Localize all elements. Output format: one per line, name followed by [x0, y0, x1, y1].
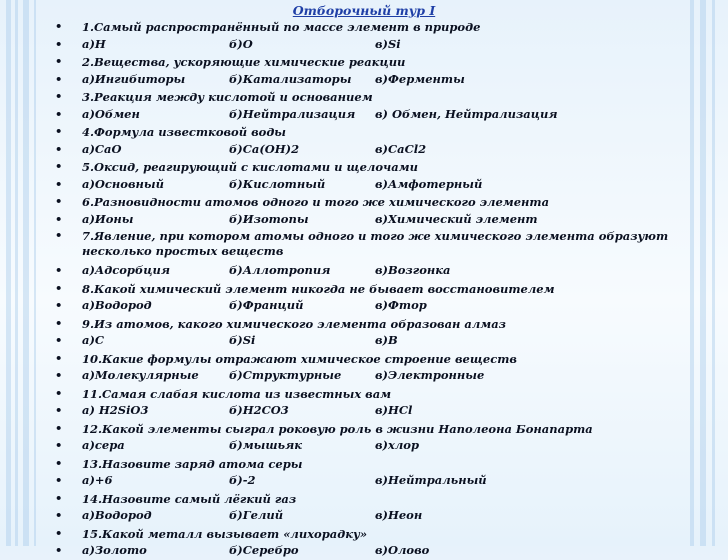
answer-option: б)мышьяк: [229, 438, 303, 452]
bullet-icon: •: [55, 89, 63, 103]
question-text: 14.Назовите самый лёгкий газ: [82, 491, 297, 506]
question-row: [0, 350, 728, 368]
question-text: 13.Назовите заряд атома серы: [82, 456, 303, 471]
bullet-icon: •: [55, 420, 63, 435]
question-row: [0, 123, 728, 141]
question-row: [0, 193, 728, 211]
answer-row: [0, 176, 728, 194]
question-text: 3.Реакция между кислотой и основанием: [82, 90, 373, 104]
bullet-icon: •: [55, 403, 63, 417]
question-text: 10.Какие формулы отражают химическое строение веществ: [82, 351, 517, 366]
question-row: [0, 525, 728, 543]
answer-option: в)HCl: [375, 403, 413, 417]
question-row: [0, 228, 728, 262]
question-row: [0, 158, 728, 176]
answer-option: а)Обмен: [82, 106, 140, 121]
answer-option: а)+6: [82, 473, 113, 487]
answer-option: а)Молекулярные: [82, 368, 199, 382]
bullet-icon: •: [55, 228, 63, 242]
answer-option: в)B: [375, 333, 398, 347]
answer-option: б)Гелий: [229, 508, 284, 522]
question-text: 15.Какой металл вызывает «лихорадку»: [82, 526, 368, 541]
question-row: [0, 18, 728, 36]
answer-option: в)Нейтральный: [375, 473, 487, 487]
answer-option: а)сера: [82, 438, 125, 452]
bullet-icon: •: [55, 124, 63, 138]
answer-row: [0, 507, 728, 525]
question-row: [0, 385, 728, 403]
answer-row: [0, 437, 728, 455]
answer-row: [0, 262, 728, 280]
answer-row: [0, 367, 728, 385]
bullet-icon: •: [55, 141, 63, 156]
answer-option: б)Аллотропия: [229, 263, 331, 277]
bullet-icon: •: [55, 71, 63, 86]
answer-option: б)Si: [229, 333, 256, 347]
answer-option: в)Электронные: [375, 368, 485, 382]
answer-row: [0, 332, 728, 350]
question-row: [0, 455, 728, 473]
answer-option: в)Si: [375, 36, 401, 51]
answer-option: а)Золото: [82, 543, 147, 557]
question-text: 6.Разновидности атомов одного и того же химического элемента: [82, 195, 550, 209]
question-text: 4.Формула известковой воды: [82, 125, 287, 139]
answer-option: а)H: [82, 36, 106, 51]
question-row: [0, 88, 728, 106]
question-text: 8.Какой химический элемент никогда не бывает восстановителем: [82, 281, 555, 296]
answer-option: а)Водород: [82, 298, 152, 312]
answer-option: в)Фтор: [375, 298, 427, 312]
answer-option: в)Неон: [375, 508, 423, 522]
answer-row: [0, 106, 728, 124]
slide-title: Отборочный тур I: [292, 3, 436, 18]
answer-option: а) H2SiO3: [82, 403, 149, 417]
bullet-icon: •: [55, 455, 63, 470]
answer-option: в)хлор: [375, 438, 419, 452]
answer-option: в)Химический элемент: [375, 211, 538, 226]
answer-option: а)C: [82, 333, 105, 347]
question-text: 2.Вещества, ускоряющие химические реакции: [82, 55, 406, 69]
answer-row: [0, 211, 728, 229]
question-text: 1.Самый распространённый по массе элемент в природе: [82, 20, 481, 34]
bullet-icon: •: [55, 54, 63, 68]
answer-row: [0, 36, 728, 54]
question-text: 11.Самая слабая кислота из известных вам: [82, 386, 392, 401]
question-row: [0, 53, 728, 71]
bullet-icon: •: [55, 333, 63, 347]
question-row: [0, 490, 728, 508]
answer-option: б)-2: [229, 473, 256, 487]
bullet-icon: •: [55, 385, 63, 400]
bullet-icon: •: [55, 106, 63, 121]
answer-option: а)Ионы: [82, 211, 134, 226]
answer-option: б)Структурные: [229, 368, 342, 382]
bullet-icon: •: [55, 176, 63, 191]
bullet-icon: •: [55, 490, 63, 505]
bullet-icon: •: [55, 368, 63, 382]
answer-row: [0, 402, 728, 420]
answer-option: б)O: [229, 36, 253, 51]
answer-option: в)Ферменты: [375, 71, 465, 86]
answer-row: [0, 472, 728, 490]
answer-option: б)Франций: [229, 298, 304, 312]
bullet-icon: •: [55, 508, 63, 522]
question-row: [0, 420, 728, 438]
answer-option: а)Адсорбция: [82, 263, 171, 277]
answer-option: б)Кислотный: [229, 176, 326, 191]
answer-option: в)Возгонка: [375, 263, 451, 277]
answer-row: [0, 542, 728, 560]
question-text: 5.Оксид, реагирующий с кислотами и щелочами: [82, 160, 418, 174]
bullet-icon: •: [55, 211, 63, 226]
bullet-icon: •: [55, 315, 63, 330]
question-text: 12.Какой элементы сыграл роковую роль в жизни Наполеона Бонапарта: [82, 421, 593, 436]
bullet-icon: •: [55, 473, 63, 487]
bullet-icon: •: [55, 350, 63, 365]
bullet-icon: •: [55, 298, 63, 312]
bullet-icon: •: [55, 280, 63, 295]
answer-option: а)Ингибиторы: [82, 71, 186, 86]
question-text: 9.Из атомов, какого химического элемента образован алмаз: [82, 316, 507, 331]
bullet-icon: •: [55, 543, 63, 557]
bullet-icon: •: [55, 36, 63, 51]
answer-option: б)Нейтрализация: [229, 106, 356, 121]
question-row: [0, 280, 728, 298]
answer-option: в)Амфотерный: [375, 176, 483, 191]
answer-option: б)Катализаторы: [229, 71, 352, 86]
bullet-icon: •: [55, 438, 63, 452]
answer-option: а)Водород: [82, 508, 152, 522]
answer-option: б)Ca(OH)2: [229, 141, 300, 156]
question-list: [0, 18, 728, 560]
answer-option: в)Олово: [375, 543, 430, 557]
answer-row: [0, 141, 728, 159]
answer-option: б)Серебро: [229, 543, 299, 557]
question-text: 7.Явление, при котором атомы одного и того же химического элемента образуют несколько простых веществ: [82, 229, 669, 258]
answer-option: в)CaCl2: [375, 141, 427, 156]
answer-option: б)Изотопы: [229, 211, 309, 226]
answer-row: [0, 71, 728, 89]
answer-option: б)H2CO3: [229, 403, 289, 417]
bullet-icon: •: [55, 263, 63, 277]
answer-option: а)CaO: [82, 141, 122, 156]
answer-option: в) Обмен, Нейтрализация: [375, 106, 558, 121]
question-row: [0, 315, 728, 333]
bullet-icon: •: [55, 525, 63, 540]
bullet-icon: •: [55, 159, 63, 173]
answer-option: а)Основный: [82, 176, 164, 191]
bullet-icon: •: [55, 19, 63, 33]
answer-row: [0, 297, 728, 315]
bullet-icon: •: [55, 194, 63, 208]
